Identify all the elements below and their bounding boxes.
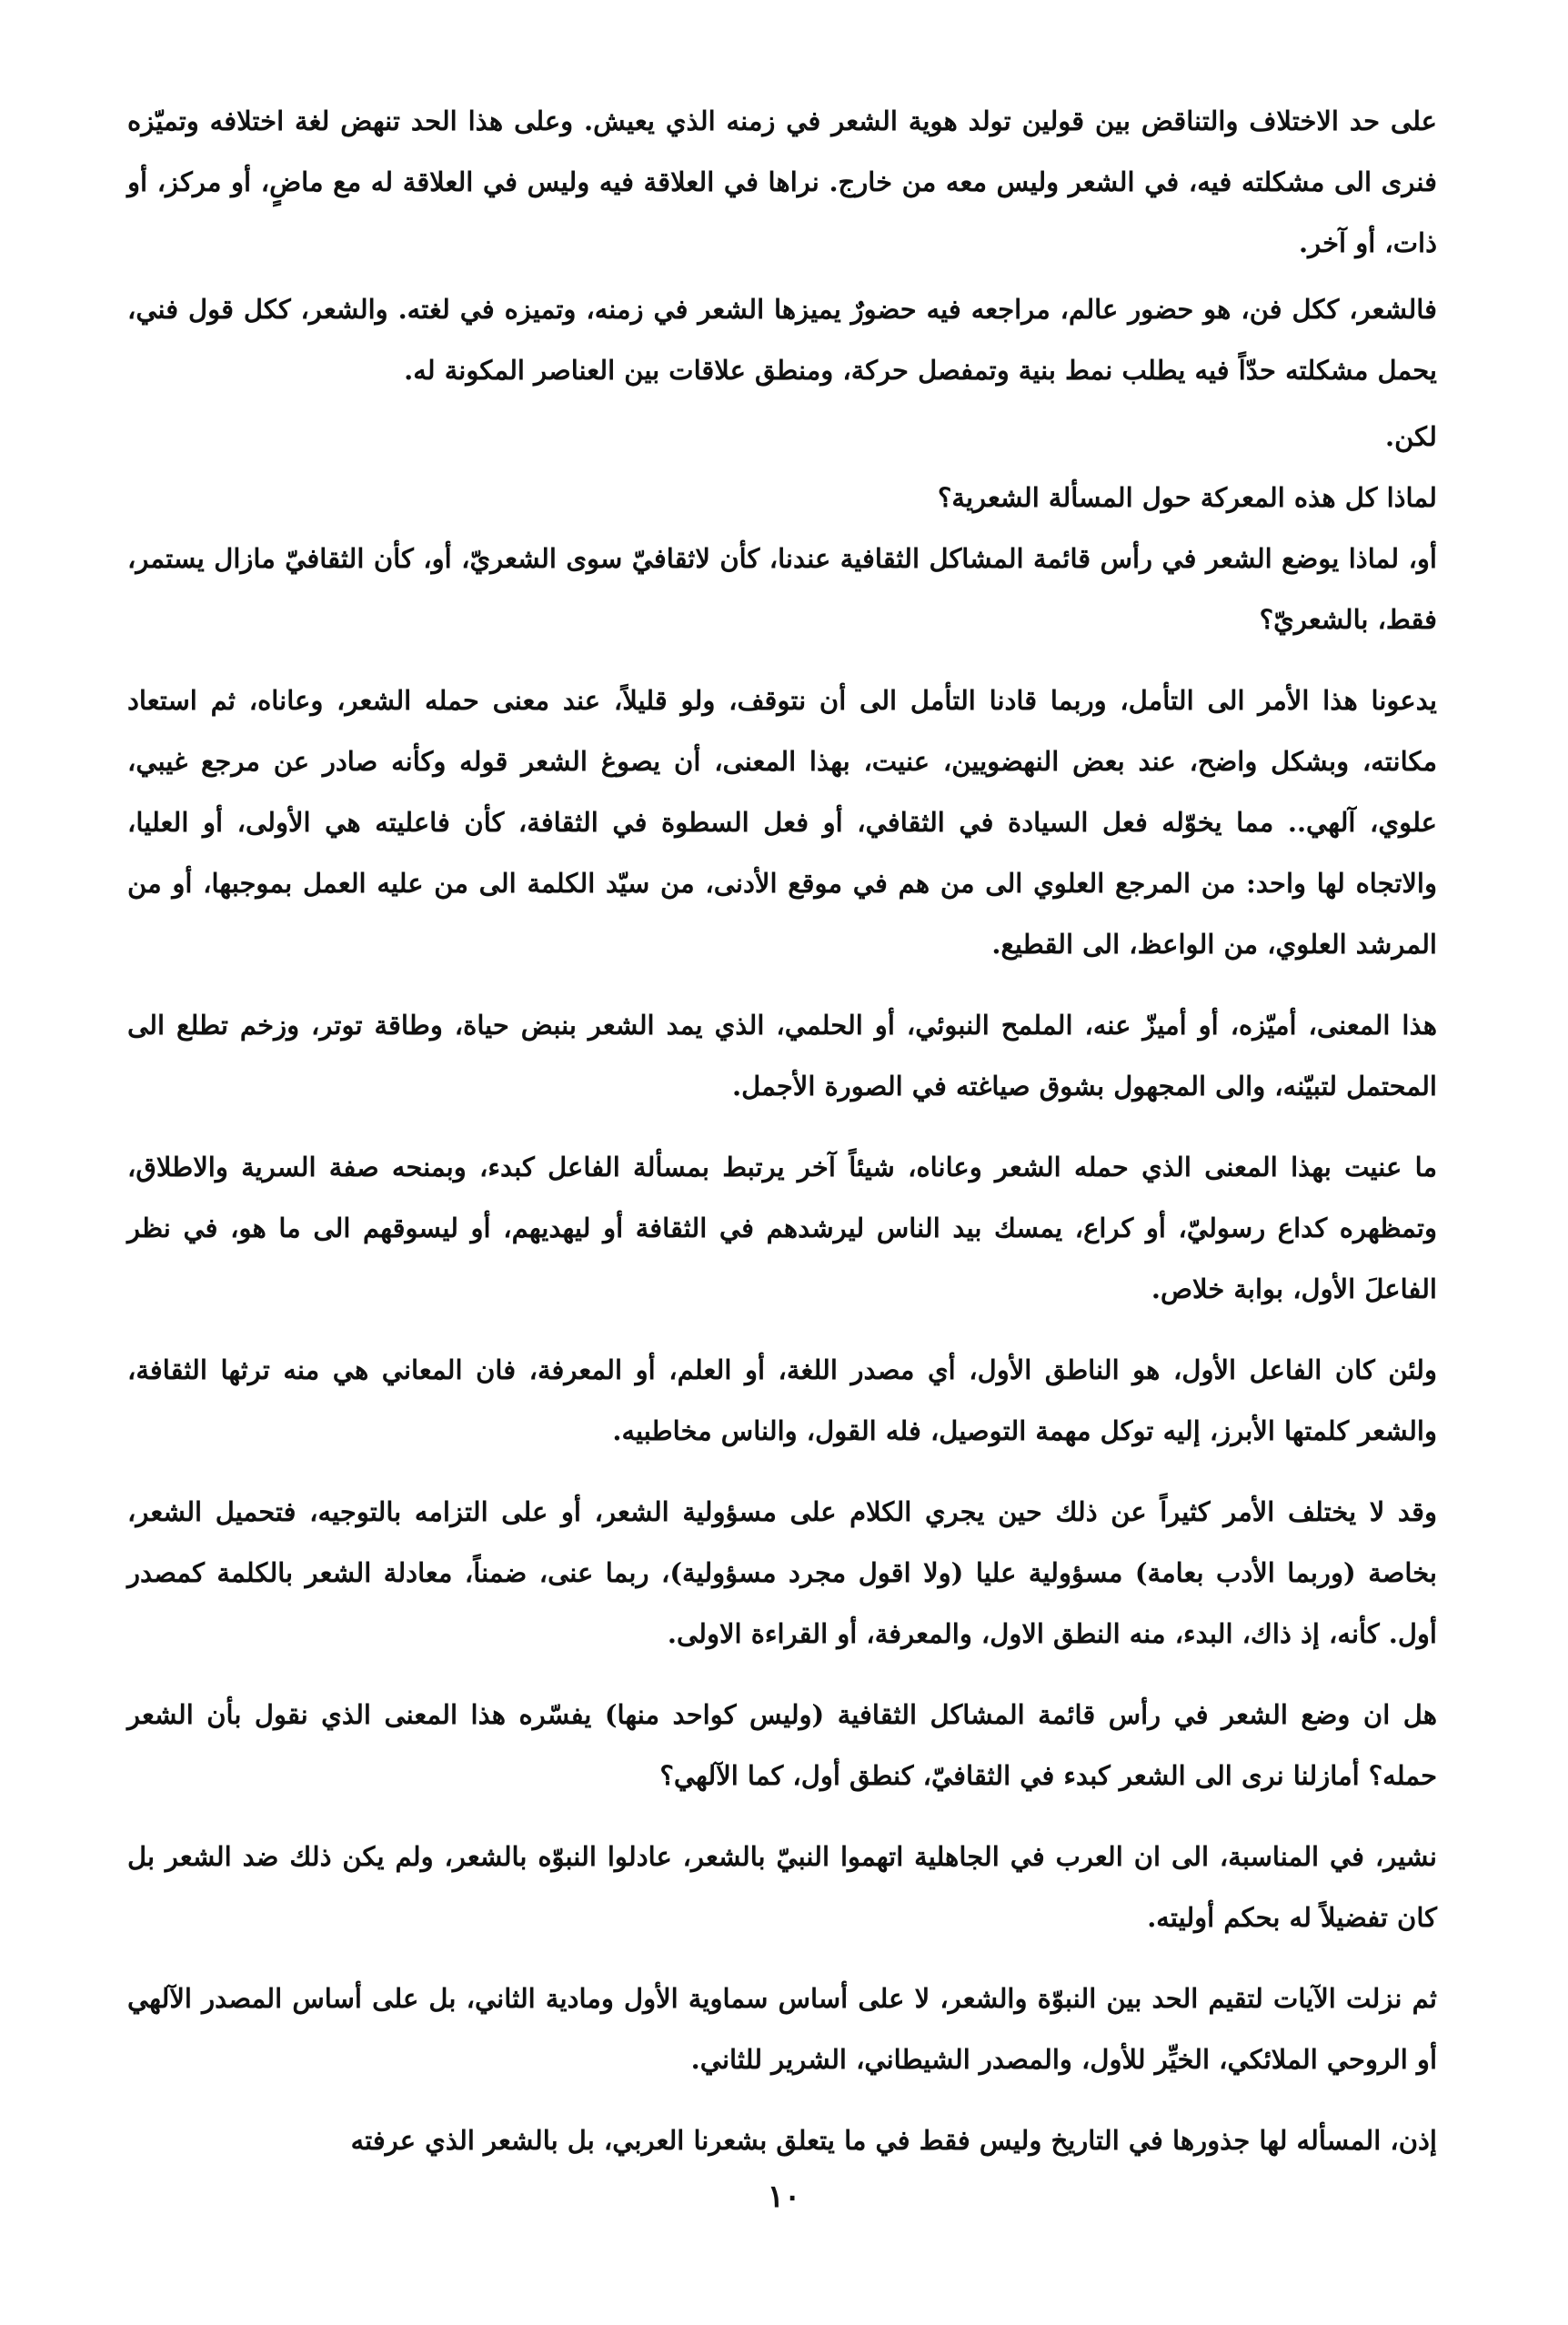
page-number: ١٠ [767, 2179, 801, 2215]
paragraph-9: ولئن كان الفاعل الأول، هو الناطق الأول، أي مصدر اللغة، أو العلم، أو المعرفة، فان المعاني هي منه ترثها الثقافة، والشعر كلمتها الأبرز، إليه توكل مهمة التوصيل، فله القول، والناس مخاطبيه. [127, 1354, 1437, 1446]
paragraph-4: لماذا كل هذه المعركة حول المسألة الشعرية؟ [938, 482, 1437, 513]
paragraph-3: لكن. [1384, 421, 1437, 452]
paragraph-1: على حد الاختلاف والتناقض بين قولين تولد هوية الشعر في زمنه الذي يعيش. وعلى هذا الحد تنهض لغة اختلافه وتميّزه فنرى الى مشكلته فيه، في الشعر وليس معه من خارج. نراها في العلاقة فيه وليس في العلاقة له مع ماضٍ، أو مركز، أو ذات، أو آخر. [127, 106, 1437, 258]
paragraph-14: إذن، المسأله لها جذورها في التاريخ وليس فقط في ما يتعلق بشعرنا العربي، بل بالشعر الذي عرفته [350, 2125, 1437, 2156]
paragraph-2: فالشعر، ككل فن، هو حضور عالم، مراجعه فيه حضورٌ يميزها الشعر في زمنه، وتميزه في لغته. والشعر، ككل قول فني، يحمل مشكلته حدّاً فيه يطلب نمط بنية وتمفصل حركة، ومنطق علاقات بين العناصر المكونة له. [127, 294, 1437, 386]
paragraph-6: يدعونا هذا الأمر الى التأمل، وربما قادنا التأمل الى أن نتوقف، ولو قليلاً، عند معنى حمله الشعر، وعاناه، ثم استعاد مكانته، وبشكل واضح، عند بعض النهضويين، عنيت، بهذا المعنى، أن يصوغ الشعر قوله وكأنه صادر عن مرجع غيبي، علوي، آلهي.. مما يخوّله فعل السيادة في الثقافي، أو فعل السطوة في الثقافة، كأن فاعليته هي الأولى، أو العليا، والاتجاه لها واحد: من المرجع العلوي الى من هم في موقع الأدنى، من سيّد الكلمة الى من عليه العمل بموجبها، أو من المرشد العلوي، من الواعظ، الى القطيع. [127, 685, 1437, 960]
paragraph-11: هل ان وضع الشعر في رأس قائمة المشاكل الثقافية (وليس كواحد منها) يفسّره هذا المعنى الذي نقول بأن الشعر حمله؟ أمازلنا نرى الى الشعر كبدء في الثقافيّ، كنطق أول، كما الآلهي؟ [127, 1699, 1437, 1791]
paragraph-5: أو، لماذا يوضع الشعر في رأس قائمة المشاكل الثقافية عندنا، كأن لاثقافيّ سوى الشعريّ، أو، كأن الثقافيّ مازال يستمر، فقط، بالشعريّ؟ [127, 543, 1437, 635]
paragraph-7: هذا المعنى، أميّزه، أو أميزّ عنه، الملمح النبوئي، أو الحلمي، الذي يمد الشعر بنبض حياة، وطاقة توتر، وزخم تطلع الى المحتمل لتبيّنه، والى المجهول بشوق صياغته في الصورة الأجمل. [127, 1010, 1437, 1102]
paragraph-8: ما عنيت بهذا المعنى الذي حمله الشعر وعاناه، شيئاً آخر يرتبط بمسألة الفاعل كبدء، وبمنحه صفة السرية والاطلاق، وتمظهره كداع رسوليّ، أو كراع، يمسك بيد الناس ليرشدهم في الثقافة أو ليهديهم، أو ليسوقهم الى ما هو، في نظر الفاعلَ الأول، بوابة خلاص. [127, 1152, 1437, 1304]
paragraph-10: وقد لا يختلف الأمر كثيراً عن ذلك حين يجري الكلام على مسؤولية الشعر، أو على التزامه بالتوجيه، فتحميل الشعر، بخاصة (وربما الأدب بعامة) مسؤولية عليا (ولا اقول مجرد مسؤولية)، ربما عنى، ضمناً، معادلة الشعر بالكلمة كمصدر أول. كأنه، إذ ذاك، البدء، منه النطق الاول، والمعرفة، أو القراءة الاولى. [127, 1496, 1437, 1649]
paragraph-12: نشير، في المناسبة، الى ان العرب في الجاهلية اتهموا النبيّ بالشعر، عادلوا النبوّه بالشعر، ولم يكن ذلك ضد الشعر بل كان تفضيلاً له بحكم أوليته. [127, 1841, 1437, 1933]
paragraph-13: ثم نزلت الآيات لتقيم الحد بين النبوّة والشعر، لا على أساس سماوية الأول ومادية الثاني، بل على أساس المصدر الآلهي أو الروحي الملائكي، الخيِّر للأول، والمصدر الشيطاني، الشرير للثاني. [127, 1983, 1437, 2075]
page-body [127, 91, 1437, 2171]
